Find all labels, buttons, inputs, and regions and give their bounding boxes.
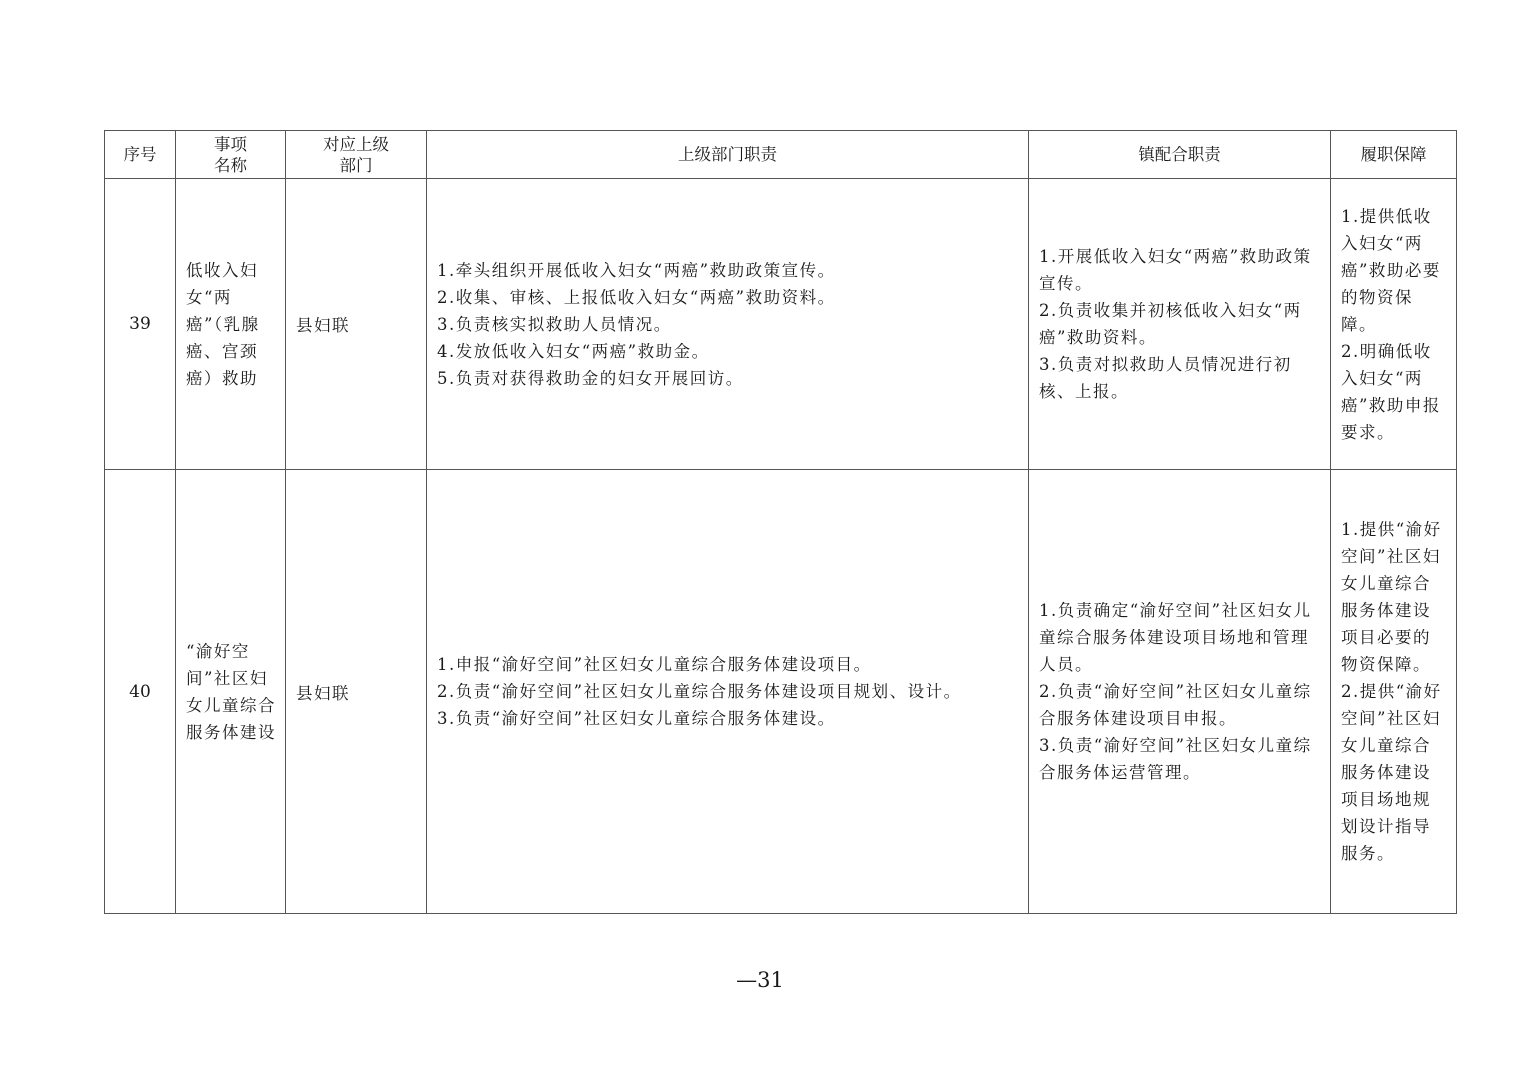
upper-duty-item: 5.负责对获得救助金的妇女开展回访。 xyxy=(437,368,744,388)
duty-table xyxy=(104,130,1457,914)
page-number: —31 xyxy=(736,968,784,992)
upper-duty-item: 2.收集、审核、上报低收入妇女“两癌”救助资料。 xyxy=(437,287,836,307)
header-town-duties: 镇配合职责 xyxy=(1029,131,1331,179)
guarantee-item: 2.提供“渝好空间”社区妇女儿童综合服务体建设项目场地规划设计指导服务。 xyxy=(1341,682,1442,863)
upper-duty-item: 4.发放低收入妇女“两癌”救助金。 xyxy=(437,341,710,361)
header-upper-duties: 上级部门职责 xyxy=(427,131,1029,179)
town-duty-item: 1.负责确定“渝好空间”社区妇女儿童综合服务体建设项目场地和管理人员。 xyxy=(1039,601,1312,674)
row-town-duties xyxy=(1029,470,1331,914)
upper-duty-item: 2.负责“渝好空间”社区妇女儿童综合服务体建设项目规划、设计。 xyxy=(437,682,962,701)
row-dept: 县妇联 xyxy=(286,470,427,914)
row-town-duties xyxy=(1029,179,1331,470)
town-duty-item: 2.负责“渝好空间”社区妇女儿童综合服务体建设项目申报。 xyxy=(1039,682,1312,728)
town-duty-item: 2.负责收集并初核低收入妇女“两癌”救助资料。 xyxy=(1039,301,1302,347)
row-dept: 县妇联 xyxy=(286,179,427,470)
guarantee-item: 1.提供低收入妇女“两癌”救助必要的物资保障。 xyxy=(1341,206,1441,334)
row-seq: 40 xyxy=(105,470,176,914)
town-duty-item: 1.开展低收入妇女“两癌”救助政策宣传。 xyxy=(1039,247,1312,293)
table-row xyxy=(105,470,1457,914)
table-row xyxy=(105,179,1457,470)
town-duty-item: 3.负责“渝好空间”社区妇女儿童综合服务体运营管理。 xyxy=(1039,736,1312,782)
header-item-name-line-1: 事项 xyxy=(214,134,247,154)
upper-duty-item: 1.牵头组织开展低收入妇女“两癌”救助政策宣传。 xyxy=(437,260,836,280)
guarantee-item: 1.提供“渝好空间”社区妇女儿童综合服务体建设项目必要的物资保障。 xyxy=(1341,520,1442,674)
guarantee-item: 2.明确低收入妇女“两癌”救助申报要求。 xyxy=(1341,341,1441,442)
header-dept xyxy=(286,131,427,179)
town-duty-item: 3.负责对拟救助人员情况进行初核、上报。 xyxy=(1039,355,1292,401)
header-dept-line-1: 对应上级 xyxy=(323,134,389,154)
upper-duty-item: 3.负责核实拟救助人员情况。 xyxy=(437,314,672,334)
row-upper-duties xyxy=(427,470,1029,914)
header-dept-line-2: 部门 xyxy=(339,155,373,175)
header-item-name xyxy=(176,131,286,179)
header-item-name-line-2: 名称 xyxy=(214,155,247,175)
upper-duty-item: 1.申报“渝好空间”社区妇女儿童综合服务体建设项目。 xyxy=(437,655,872,674)
row-upper-duties xyxy=(427,179,1029,470)
table-header-row xyxy=(105,131,1457,179)
header-guarantee: 履职保障 xyxy=(1331,131,1457,179)
row-guarantee xyxy=(1331,470,1457,914)
header-seq: 序号 xyxy=(105,131,176,179)
row-item-name: “渝好空间”社区妇女儿童综合服务体建设 xyxy=(176,470,286,914)
row-item-name: 低收入妇女“两癌”（乳腺癌、宫颈癌）救助 xyxy=(176,179,286,470)
row-seq: 39 xyxy=(105,179,176,470)
upper-duty-item: 3.负责“渝好空间”社区妇女儿童综合服务体建设。 xyxy=(437,709,836,728)
row-guarantee xyxy=(1331,179,1457,470)
